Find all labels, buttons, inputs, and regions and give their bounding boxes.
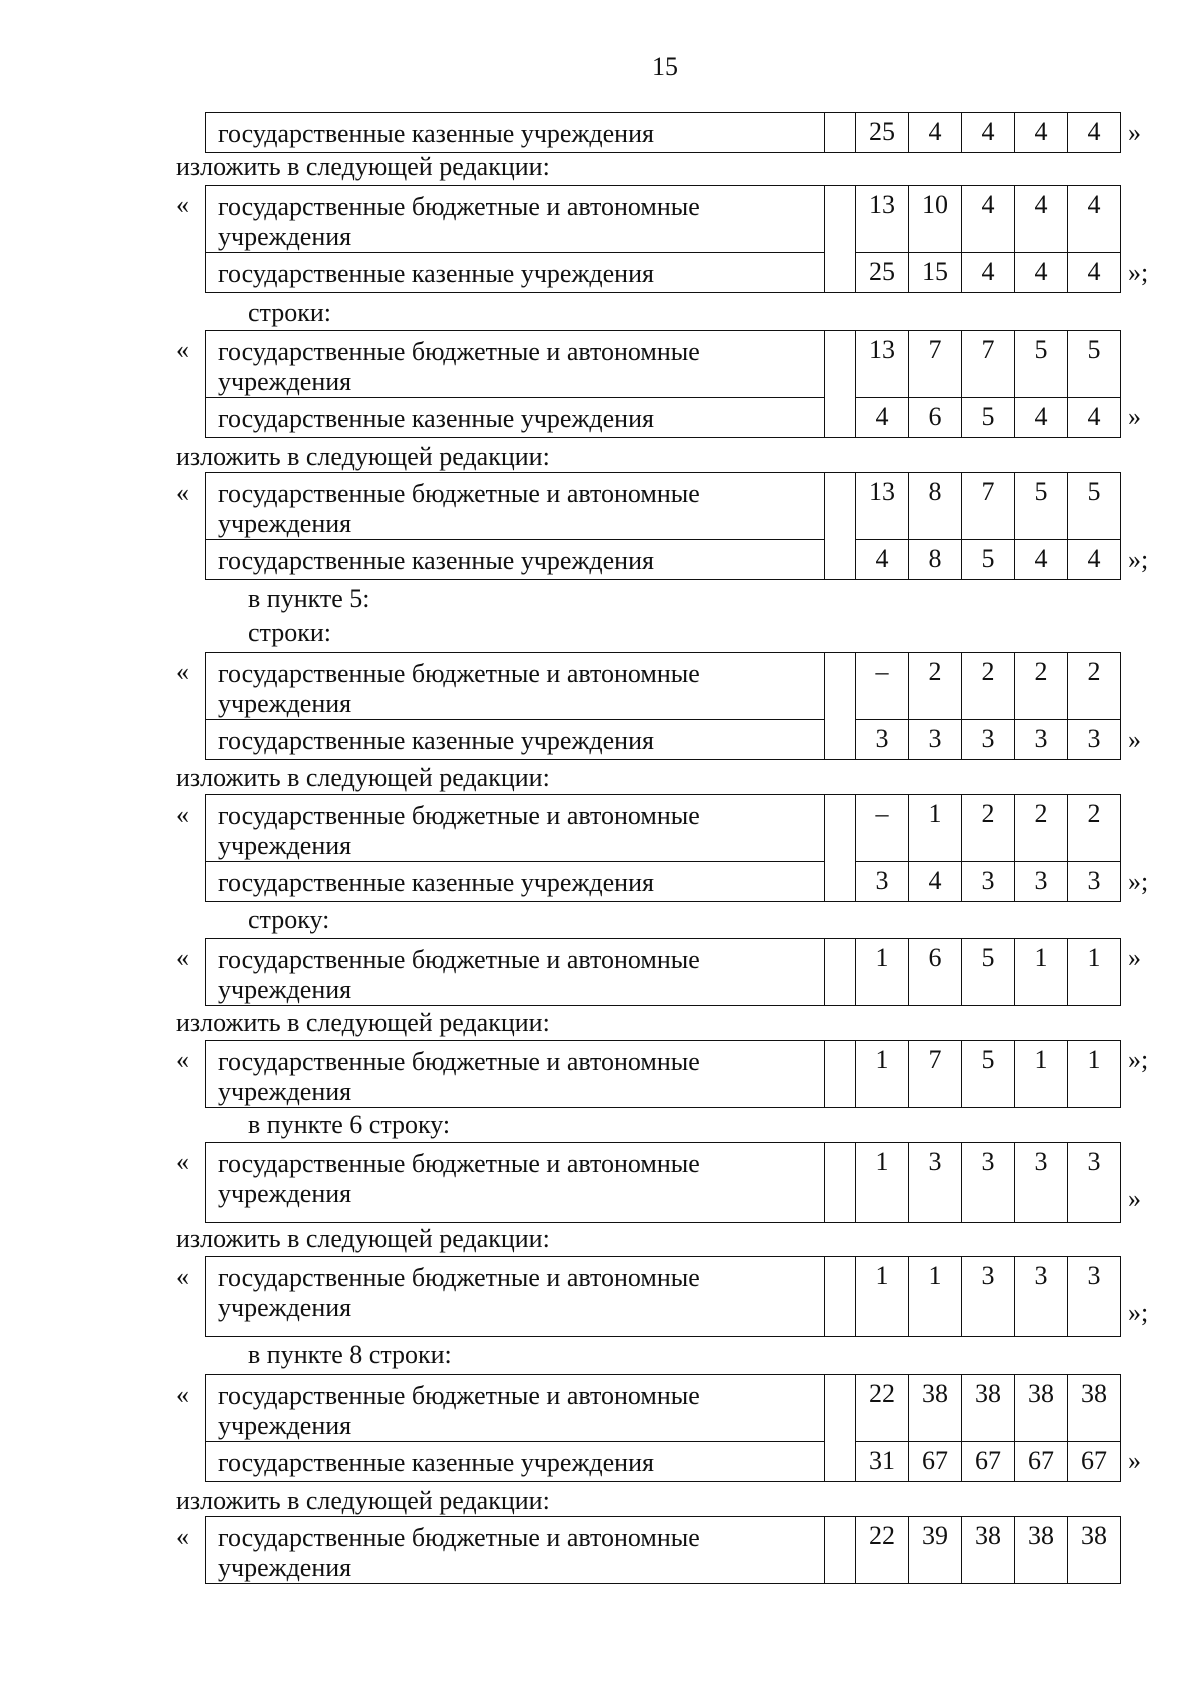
row-label-line-1: государственные бюджетные и автономные: [218, 659, 700, 688]
value-cell: 7: [962, 331, 1015, 398]
value-cell: 3: [1068, 1257, 1121, 1337]
value-cell: 5: [1068, 331, 1121, 398]
row-label: [206, 1517, 825, 1584]
row-label-line-1: государственные бюджетные и автономные: [218, 1381, 700, 1410]
value-cell: 2: [962, 653, 1015, 720]
value-cell: 22: [856, 1375, 909, 1442]
value-cell: 3: [856, 720, 909, 760]
row-label-line-2: учреждения: [218, 975, 352, 1004]
open-quote: «: [176, 800, 189, 829]
blank-column: [825, 795, 856, 902]
value-cell: 2: [962, 795, 1015, 862]
value-cell: 5: [962, 398, 1015, 438]
row-label: государственные казенные учреждения: [206, 1442, 825, 1482]
close-quote: »: [1128, 1446, 1141, 1475]
row-label-line-2: учреждения: [218, 831, 352, 860]
close-quote: »: [1128, 402, 1141, 431]
value-cell: 39: [909, 1517, 962, 1584]
open-quote: «: [176, 1045, 189, 1074]
table-row: [206, 253, 1121, 293]
value-cell: 13: [856, 473, 909, 540]
close-quote: »;: [1128, 867, 1149, 896]
value-cell: 38: [909, 1375, 962, 1442]
row-label: [206, 473, 825, 540]
instruction-text: в пункте 5:: [248, 584, 370, 613]
value-cell: 2: [1015, 653, 1068, 720]
blank-column: [825, 1257, 856, 1337]
value-cell: 67: [909, 1442, 962, 1482]
value-cell: 2: [1015, 795, 1068, 862]
data-table-b7: [205, 938, 1121, 1006]
value-cell: 3: [1068, 1143, 1121, 1223]
blank-column: [825, 939, 856, 1006]
value-cell: 67: [962, 1442, 1015, 1482]
value-cell: 1: [856, 1257, 909, 1337]
value-cell: 6: [909, 939, 962, 1006]
close-quote: »: [1128, 725, 1141, 754]
value-cell: 38: [962, 1375, 1015, 1442]
row-label-line-1: государственные бюджетные и автономные: [218, 945, 700, 974]
value-cell: 38: [1015, 1375, 1068, 1442]
value-cell: 67: [1068, 1442, 1121, 1482]
blank-column: [825, 1375, 856, 1482]
row-label: государственные казенные учреждения: [206, 862, 825, 902]
open-quote: «: [176, 478, 189, 507]
value-cell: –: [856, 795, 909, 862]
row-label: государственные казенные учреждения: [206, 253, 825, 293]
value-cell: 5: [1068, 473, 1121, 540]
table-row: [206, 1257, 1121, 1337]
value-cell: 5: [962, 1041, 1015, 1108]
value-cell: 4: [1068, 540, 1121, 580]
value-cell: 67: [1015, 1442, 1068, 1482]
value-cell: 4: [1015, 186, 1068, 253]
row-label: государственные казенные учреждения: [206, 113, 825, 153]
row-label-line-2: учреждения: [218, 222, 352, 251]
value-cell: 31: [856, 1442, 909, 1482]
table-row: [206, 795, 1121, 862]
data-table-b4: [205, 472, 1121, 580]
value-cell: 38: [962, 1517, 1015, 1584]
value-cell: 1: [909, 1257, 962, 1337]
value-cell: 3: [1015, 1143, 1068, 1223]
value-cell: 3: [909, 720, 962, 760]
data-table-b12: [205, 1516, 1121, 1584]
close-quote: »;: [1128, 1298, 1149, 1327]
value-cell: 10: [909, 186, 962, 253]
value-cell: 7: [909, 1041, 962, 1108]
instruction-text: изложить в следующей редакции:: [176, 1224, 550, 1253]
value-cell: 5: [1015, 473, 1068, 540]
row-label-line-2: учреждения: [218, 1293, 352, 1322]
value-cell: 3: [1068, 720, 1121, 760]
value-cell: 1: [856, 1143, 909, 1223]
value-cell: 7: [962, 473, 1015, 540]
row-label: [206, 1375, 825, 1442]
instruction-text: изложить в следующей редакции:: [176, 763, 550, 792]
data-table-b11: [205, 1374, 1121, 1482]
blank-column: [825, 1041, 856, 1108]
value-cell: 13: [856, 186, 909, 253]
row-label: [206, 939, 825, 1006]
open-quote: «: [176, 190, 189, 219]
row-label: [206, 331, 825, 398]
close-quote: »;: [1128, 545, 1149, 574]
close-quote: »;: [1128, 258, 1149, 287]
blank-column: [825, 653, 856, 760]
value-cell: 15: [909, 253, 962, 293]
data-table-b10: [205, 1256, 1121, 1337]
value-cell: 3: [1015, 1257, 1068, 1337]
data-table-b3: [205, 330, 1121, 438]
row-label-line-2: учреждения: [218, 689, 352, 718]
value-cell: 38: [1068, 1375, 1121, 1442]
row-label: [206, 1257, 825, 1337]
table-row: [206, 398, 1121, 438]
value-cell: 3: [909, 1143, 962, 1223]
data-table-b8: [205, 1040, 1121, 1108]
row-label-line-2: учреждения: [218, 1411, 352, 1440]
value-cell: 1: [1015, 1041, 1068, 1108]
value-cell: 1: [856, 1041, 909, 1108]
data-table-b6: [205, 794, 1121, 902]
row-label-line-2: учреждения: [218, 1553, 352, 1582]
instruction-text: строку:: [248, 905, 330, 934]
row-label: [206, 1041, 825, 1108]
row-label-line-1: государственные бюджетные и автономные: [218, 1263, 700, 1292]
table-row: [206, 540, 1121, 580]
blank-column: [825, 1517, 856, 1584]
value-cell: 25: [856, 253, 909, 293]
row-label-line-1: государственные бюджетные и автономные: [218, 479, 700, 508]
value-cell: 3: [962, 720, 1015, 760]
row-label-line-1: государственные бюджетные и автономные: [218, 337, 700, 366]
value-cell: 8: [909, 473, 962, 540]
table-row: [206, 1517, 1121, 1584]
data-table-b5: [205, 652, 1121, 760]
row-label-line-1: государственные бюджетные и автономные: [218, 1047, 700, 1076]
open-quote: «: [176, 335, 189, 364]
value-cell: 2: [909, 653, 962, 720]
table-row: [206, 720, 1121, 760]
blank-column: [825, 1143, 856, 1223]
value-cell: 38: [1015, 1517, 1068, 1584]
value-cell: 3: [962, 862, 1015, 902]
blank-column: [825, 473, 856, 580]
row-label-line-2: учреждения: [218, 509, 352, 538]
value-cell: 4: [1015, 540, 1068, 580]
table-row: [206, 862, 1121, 902]
value-cell: 3: [1015, 862, 1068, 902]
open-quote: «: [176, 1147, 189, 1176]
value-cell: 4: [962, 186, 1015, 253]
open-quote: «: [176, 1380, 189, 1409]
row-label: государственные казенные учреждения: [206, 398, 825, 438]
value-cell: 38: [1068, 1517, 1121, 1584]
value-cell: 4: [1015, 398, 1068, 438]
value-cell: 4: [856, 540, 909, 580]
open-quote: «: [176, 657, 189, 686]
table-row: [206, 473, 1121, 540]
instruction-text: строки:: [248, 298, 331, 327]
value-cell: 4: [856, 398, 909, 438]
open-quote: «: [176, 1522, 189, 1551]
blank-column: [825, 113, 856, 153]
row-label-line-1: государственные бюджетные и автономные: [218, 1523, 700, 1552]
value-cell: 3: [962, 1143, 1015, 1223]
row-label: государственные казенные учреждения: [206, 540, 825, 580]
instruction-text: в пункте 8 строки:: [248, 1340, 452, 1369]
instruction-text: изложить в следующей редакции:: [176, 1486, 550, 1515]
table-row: [206, 939, 1121, 1006]
value-cell: –: [856, 653, 909, 720]
value-cell: 6: [909, 398, 962, 438]
row-label: [206, 653, 825, 720]
value-cell: 3: [856, 862, 909, 902]
open-quote: «: [176, 1262, 189, 1291]
table-row: [206, 1442, 1121, 1482]
instruction-text: строки:: [248, 618, 331, 647]
table-row: [206, 1143, 1121, 1223]
value-cell: 3: [962, 1257, 1015, 1337]
value-cell: 7: [909, 331, 962, 398]
row-label-line-1: государственные бюджетные и автономные: [218, 1149, 700, 1178]
value-cell: 4: [1068, 186, 1121, 253]
value-cell: 4: [962, 253, 1015, 293]
value-cell: 22: [856, 1517, 909, 1584]
blank-column: [825, 331, 856, 438]
instruction-text: изложить в следующей редакции:: [176, 1008, 550, 1037]
table-row: [206, 1041, 1121, 1108]
row-label: [206, 795, 825, 862]
value-cell: 5: [962, 540, 1015, 580]
table-row: [206, 331, 1121, 398]
value-cell: 4: [1068, 398, 1121, 438]
table-row: [206, 186, 1121, 253]
value-cell: 13: [856, 331, 909, 398]
instruction-text: в пункте 6 строку:: [248, 1110, 451, 1139]
value-cell: 25: [856, 113, 909, 153]
value-cell: 1: [1015, 939, 1068, 1006]
value-cell: 1: [856, 939, 909, 1006]
value-cell: 3: [1015, 720, 1068, 760]
value-cell: 1: [909, 795, 962, 862]
row-label-line-1: государственные бюджетные и автономные: [218, 192, 700, 221]
close-quote: »: [1128, 118, 1141, 147]
instruction-text: изложить в следующей редакции:: [176, 442, 550, 471]
value-cell: 1: [1068, 939, 1121, 1006]
row-label: [206, 186, 825, 253]
blank-column: [825, 186, 856, 293]
value-cell: 3: [1068, 862, 1121, 902]
close-quote: »: [1128, 1184, 1141, 1213]
data-table-b9: [205, 1142, 1121, 1223]
value-cell: 4: [1068, 113, 1121, 153]
value-cell: 4: [1068, 253, 1121, 293]
value-cell: 4: [962, 113, 1015, 153]
open-quote: «: [176, 943, 189, 972]
data-table-b1: [205, 112, 1121, 153]
row-label-line-1: государственные бюджетные и автономные: [218, 801, 700, 830]
row-label: [206, 1143, 825, 1223]
data-table-b2: [205, 185, 1121, 293]
row-label-line-2: учреждения: [218, 367, 352, 396]
close-quote: »;: [1128, 1045, 1149, 1074]
row-label: государственные казенные учреждения: [206, 720, 825, 760]
value-cell: 5: [1015, 331, 1068, 398]
page-number: 15: [652, 52, 678, 81]
value-cell: 4: [1015, 113, 1068, 153]
row-label-line-2: учреждения: [218, 1179, 352, 1208]
value-cell: 2: [1068, 653, 1121, 720]
value-cell: 4: [909, 862, 962, 902]
close-quote: »: [1128, 943, 1141, 972]
instruction-text: изложить в следующей редакции:: [176, 152, 550, 181]
table-row: [206, 653, 1121, 720]
row-label-line-2: учреждения: [218, 1077, 352, 1106]
table-row: [206, 1375, 1121, 1442]
table-row: [206, 113, 1121, 153]
value-cell: 1: [1068, 1041, 1121, 1108]
value-cell: 2: [1068, 795, 1121, 862]
value-cell: 8: [909, 540, 962, 580]
value-cell: 4: [909, 113, 962, 153]
value-cell: 4: [1015, 253, 1068, 293]
value-cell: 5: [962, 939, 1015, 1006]
